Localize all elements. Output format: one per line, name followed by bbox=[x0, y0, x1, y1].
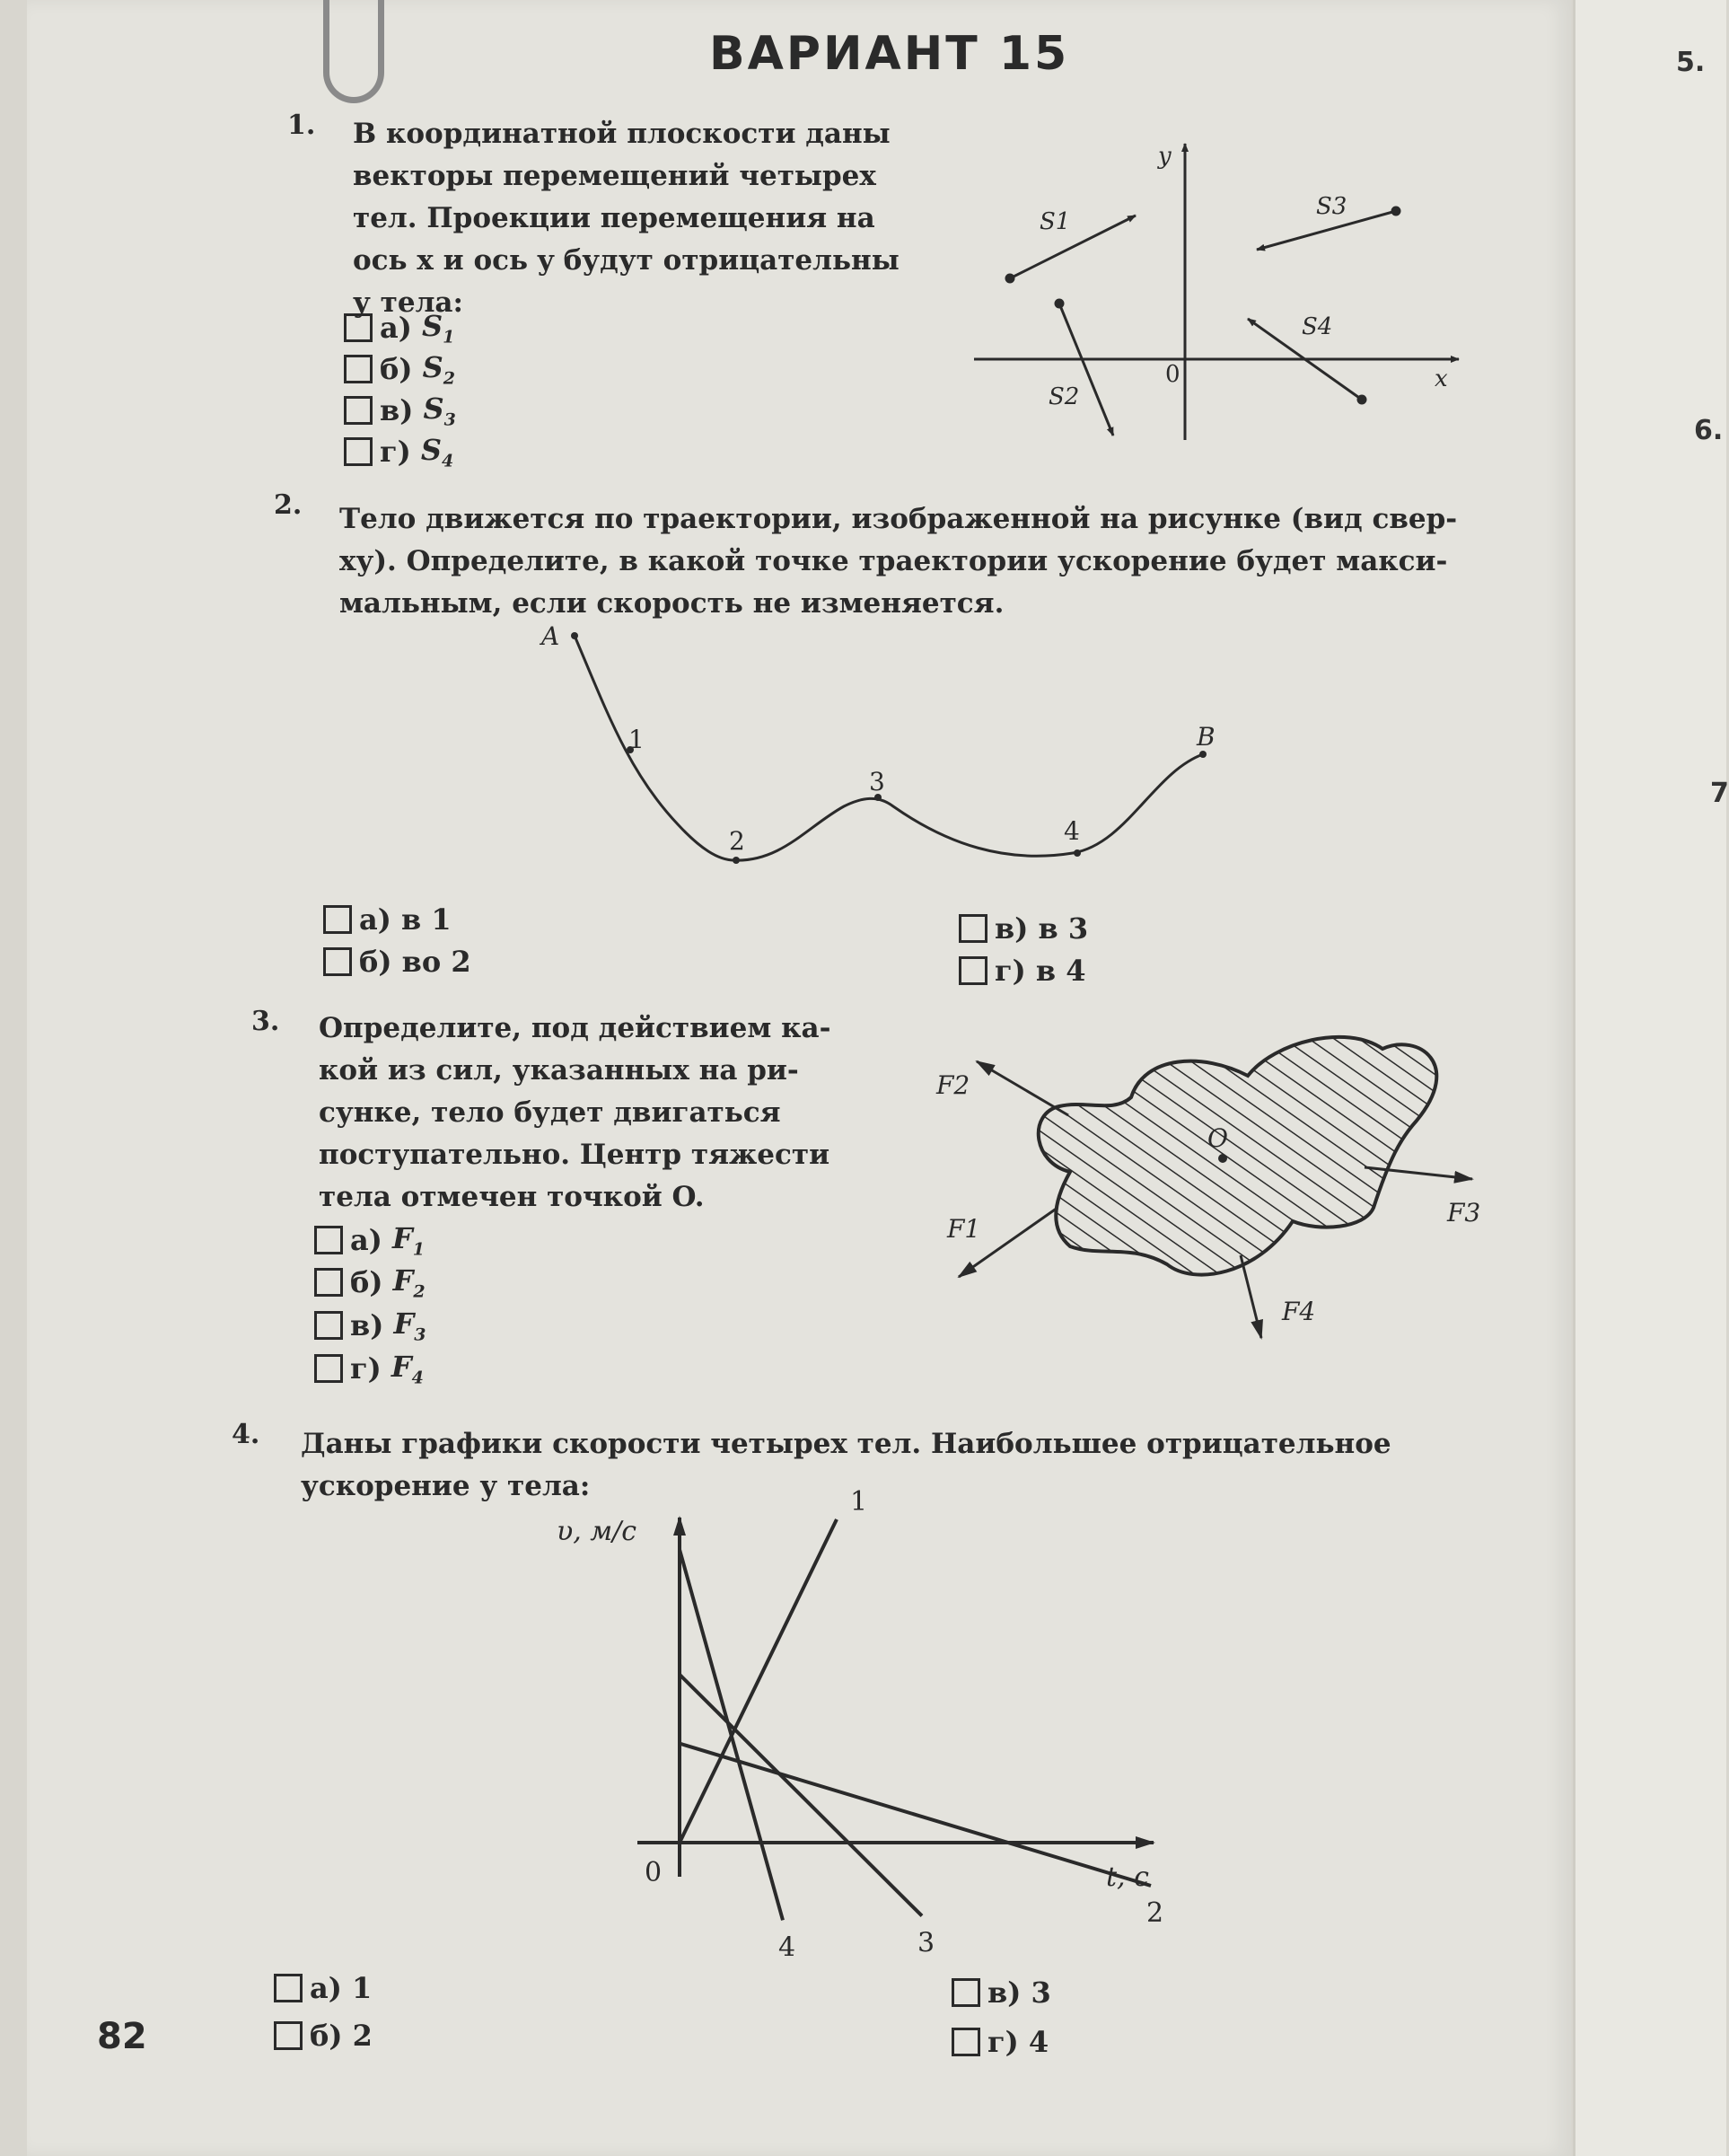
s1-label: S1 bbox=[1040, 208, 1071, 235]
f4-label: F4 bbox=[1282, 1297, 1316, 1326]
series-label-4: 4 bbox=[778, 1932, 796, 1964]
hatched-body bbox=[1039, 1037, 1437, 1275]
series-label-2: 2 bbox=[1146, 1897, 1164, 1929]
question-4-number: 4. bbox=[232, 1419, 260, 1450]
adjacent-page-number: 7 bbox=[1710, 778, 1729, 809]
velocity-chart bbox=[557, 1486, 1163, 1963]
checkbox[interactable] bbox=[952, 2028, 980, 2056]
q3-option-d[interactable]: г) $F_4$ bbox=[314, 1350, 424, 1387]
vector-start-dot bbox=[1392, 207, 1400, 215]
t-axis-label: t, с bbox=[1106, 1861, 1149, 1893]
checkbox[interactable] bbox=[952, 1978, 980, 2007]
question-3-number: 3. bbox=[251, 1006, 280, 1037]
figure-2-trajectory bbox=[571, 632, 1207, 864]
q3-option-c[interactable]: в) $F_3$ bbox=[314, 1307, 426, 1344]
page-title: ВАРИАНТ 15 bbox=[709, 27, 1070, 81]
vector-start-dot bbox=[1006, 275, 1014, 282]
series-line-2 bbox=[680, 1744, 1151, 1886]
q4-option-a[interactable]: а) 1 bbox=[274, 1971, 372, 2005]
q2-option-d[interactable]: г) в 4 bbox=[959, 954, 1086, 988]
point-2 bbox=[733, 857, 740, 864]
text-line: тела отмечен точкой O. bbox=[319, 1181, 705, 1213]
text-line: кой из сил, указанных на ри- bbox=[319, 1054, 799, 1087]
chart-origin-label: 0 bbox=[645, 1857, 663, 1888]
series-line-1 bbox=[680, 1519, 837, 1843]
vector-start-dot bbox=[1358, 396, 1365, 403]
series-line-3 bbox=[680, 1675, 922, 1916]
trajectory-curve bbox=[575, 636, 1203, 860]
checkbox[interactable] bbox=[314, 1268, 343, 1297]
text-line: Даны графики скорости четырех тел. Наибольшее отрицательное bbox=[301, 1428, 1391, 1460]
q3-option-b[interactable]: б) $F_2$ bbox=[314, 1263, 426, 1301]
label-a: A bbox=[541, 621, 560, 651]
label-4: 4 bbox=[1064, 816, 1080, 846]
question-1-number: 1. bbox=[287, 110, 316, 141]
q4-option-c[interactable]: в) 3 bbox=[952, 1976, 1051, 2010]
vector-s2 bbox=[1059, 304, 1113, 436]
adjacent-page-number: 5. bbox=[1676, 47, 1706, 78]
text-line: сунке, тело будет двигаться bbox=[319, 1096, 781, 1129]
checkbox[interactable] bbox=[323, 947, 352, 976]
text-line: тел. Проекции перемещения на bbox=[353, 202, 875, 234]
q3-option-a[interactable]: а) $F_1$ bbox=[314, 1221, 425, 1259]
q1-option-d[interactable]: г) $S_4$ bbox=[344, 433, 453, 471]
text-line: Определите, под действием ка- bbox=[319, 1012, 831, 1044]
checkbox[interactable] bbox=[274, 2021, 303, 2050]
label-2: 2 bbox=[729, 826, 745, 856]
point-4 bbox=[1074, 849, 1081, 857]
checkbox[interactable] bbox=[314, 1354, 343, 1383]
point-a bbox=[571, 632, 578, 639]
f2-label: F2 bbox=[936, 1070, 970, 1100]
text-line: векторы перемещений четырех bbox=[353, 160, 876, 192]
series-label-3: 3 bbox=[917, 1927, 935, 1959]
checkbox[interactable] bbox=[314, 1311, 343, 1340]
text-line: Тело движется по траектории, изображенной на рисунке (вид свер- bbox=[339, 503, 1458, 535]
f1-label: F1 bbox=[947, 1214, 981, 1244]
figure-2-labels bbox=[539, 621, 1216, 856]
question-2-text bbox=[339, 498, 1457, 625]
q4-option-b[interactable]: б) 2 bbox=[274, 2019, 373, 2053]
vector-s1 bbox=[1010, 216, 1136, 278]
figure-1-labels bbox=[1040, 143, 1448, 410]
q2-option-c[interactable]: в) в 3 bbox=[959, 911, 1088, 946]
question-2-number: 2. bbox=[274, 489, 303, 521]
q1-option-a[interactable]: а) $S_1$ bbox=[344, 309, 454, 347]
checkbox[interactable] bbox=[323, 905, 352, 934]
label-3: 3 bbox=[869, 767, 885, 796]
label-1: 1 bbox=[628, 725, 645, 754]
q2-option-b[interactable]: б) во 2 bbox=[323, 945, 471, 979]
q2-option-a[interactable]: а) в 1 bbox=[323, 902, 452, 937]
text-line: ось x и ось y будут отрицательны bbox=[353, 244, 900, 277]
q1-option-b[interactable]: б) $S_2$ bbox=[344, 350, 455, 388]
series-line-4 bbox=[680, 1550, 783, 1921]
s4-label: S4 bbox=[1302, 313, 1333, 340]
text-line: у тела: bbox=[353, 286, 463, 319]
checkbox[interactable] bbox=[959, 956, 987, 985]
text-line: мальным, если скорость не изменяется. bbox=[339, 587, 1005, 620]
figure-3-body bbox=[959, 1037, 1472, 1338]
series-label-1: 1 bbox=[850, 1486, 868, 1518]
text-line: В координатной плоскости даны bbox=[353, 118, 891, 150]
y-axis-label: y bbox=[1158, 143, 1172, 170]
v-axis-label: υ, м/с bbox=[557, 1516, 637, 1547]
text-line: ускорение у тела: bbox=[301, 1470, 591, 1502]
f3-label: F3 bbox=[1447, 1198, 1481, 1228]
s2-label: S2 bbox=[1049, 383, 1080, 410]
force-f2 bbox=[977, 1061, 1068, 1115]
origin-label: 0 bbox=[1165, 361, 1180, 388]
label-b: B bbox=[1197, 722, 1216, 752]
force-f4 bbox=[1241, 1255, 1261, 1338]
q4-option-d[interactable]: г) 4 bbox=[952, 2025, 1049, 2059]
point-b bbox=[1199, 751, 1207, 758]
vector-start-dot bbox=[1056, 300, 1063, 307]
adjacent-page-number: 6. bbox=[1694, 415, 1724, 446]
checkbox[interactable] bbox=[274, 1974, 303, 2002]
page-number: 82 bbox=[97, 2016, 147, 2057]
text-line: ху). Определите, в какой точке траектории ускорение будет макси- bbox=[339, 545, 1448, 577]
s3-label: S3 bbox=[1316, 193, 1347, 220]
checkbox[interactable] bbox=[959, 914, 987, 943]
center-label: O bbox=[1207, 1123, 1228, 1153]
figure-1-vectors bbox=[974, 144, 1459, 440]
text-line: поступательно. Центр тяжести bbox=[319, 1139, 830, 1171]
x-axis-label: x bbox=[1435, 365, 1448, 392]
question-3-text bbox=[319, 1008, 830, 1219]
center-of-mass-dot bbox=[1218, 1154, 1227, 1163]
q1-option-c[interactable]: в) $S_3$ bbox=[344, 392, 456, 429]
question-4-text bbox=[301, 1423, 1391, 1508]
checkbox[interactable] bbox=[314, 1226, 343, 1254]
